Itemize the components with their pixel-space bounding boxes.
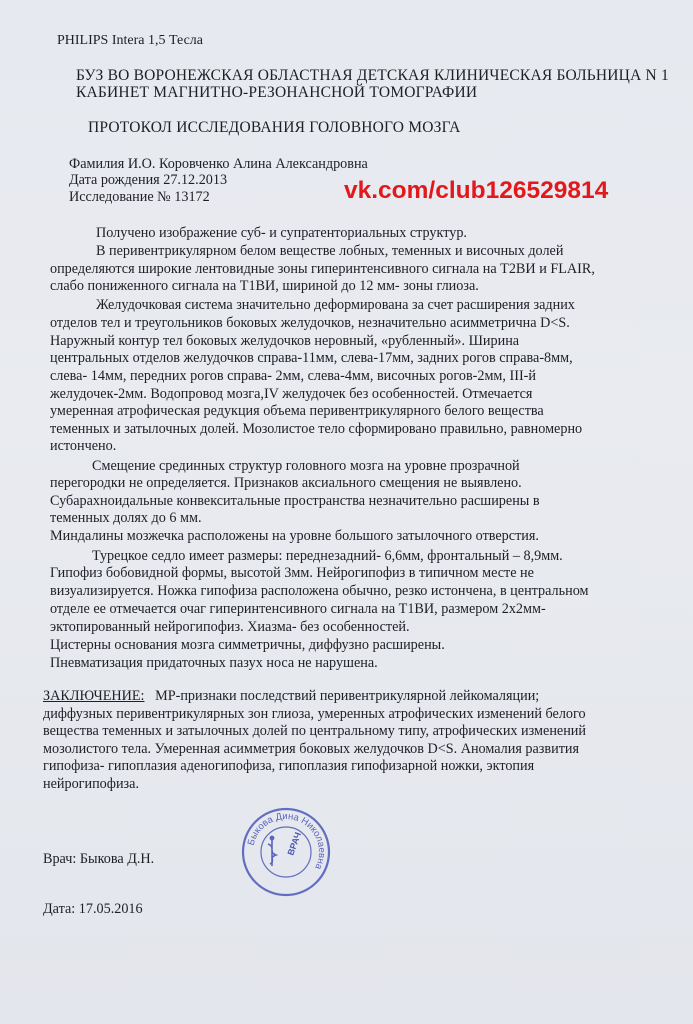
body-line: Цистерны основания мозга симметричны, диффузно расширены. [50,637,445,653]
body-line: В перивентрикулярном белом веществе лобных, теменных и височных долей [96,243,564,259]
doctor-stamp [240,806,332,898]
protocol-title: ПРОТОКОЛ ИССЛЕДОВАНИЯ ГОЛОВНОГО МОЗГА [88,119,461,136]
conclusion-heading [43,688,539,704]
body-line: слева- 14мм, передних рогов справа- 2мм, слева-4мм, височных рогов-2мм, III-й [50,368,536,384]
body-line: отделов тел и треугольников боковых желудочков, незначительно асимметрична D<S. [50,315,570,331]
body-line: визуализируется. Ножка гипофиза расположена обычно, резко истончена, в центральном [50,583,589,599]
body-line: Смещение срединных структур головного мозга на уровне прозрачной [92,458,520,474]
body-line: центральных отделов желудочков справа-11мм, слева-17мм, задних рогов справа-8мм, [50,350,573,366]
patient-name: Фамилия И.О. Коровченко Алина Александровна [69,156,368,172]
conclusion-line: диффузных перивентрикулярных зон глиоза, умеренных атрофических изменений белого [43,706,586,722]
conclusion-line: гипофиза- гипоплазия аденогипофиза, гипоплазия гипофизарной ножки, эктопия [43,758,535,774]
study-number: Исследование № 13172 [69,189,210,205]
body-line: Наружный контур тел боковых желудочков неровный, «рубленный». Ширина [50,333,520,349]
conclusion-line: нейрогипофиза. [43,776,140,792]
conclusion-line: мозолистого тела. Умеренная асимметрия боковых желудочков D<S. Аномалия развития [43,741,580,757]
body-line: Пневматизация придаточных пазух носа не нарушена. [50,655,378,671]
body-line: истончено. [50,438,117,454]
conclusion-first-line: МР-признаки последствий перивентрикулярной лейкомаляции; [155,688,540,704]
body-line: отделе ее отмечается очаг гиперинтенсивного сигнала на T1ВИ, размером 2х2мм- [50,601,546,617]
body-line: Субарахноидальные конвекситальные пространства незначительно расширены в [50,493,540,509]
doctor-name: Врач: Быкова Д.Н. [43,851,155,867]
body-line: Желудочковая система значительно деформирована за счет расширения задних [96,297,575,313]
body-line: эктопированный нейрогипофиз. Хиазма- без особенностей. [50,619,410,635]
body-line: Миндалины мозжечка расположены на уровне большого затылочного отверстия. [50,528,539,544]
body-line: желудочек-2мм. Водопровод мозга,IV желудочек без особенностей. Отмечается [50,386,533,402]
body-line: перегородки не определяется. Признаков аксиального смещения не выявлено. [50,475,522,491]
scanner-label: PHILIPS Intera 1,5 Тесла [57,33,203,48]
body-line: теменных и затылочных долей. Мозолистое тело сформировано правильно, равномерно [50,421,583,437]
body-line: определяются широкие лентовидные зоны гиперинтенсивного сигнала на T2ВИ и FLAIR, [50,261,595,277]
body-line: слабо пониженного сигнала на T1ВИ, шириной до 12 мм- зоны глиоза. [50,278,479,294]
stamp-text: Быкова Дина Николаевна [245,810,328,872]
stamp-center-text: ВРАЧ [285,830,304,857]
conclusion-line: вещества теменных и затылочных долей по центральному типу, атрофических изменений [43,723,586,739]
department-name: КАБИНЕТ МАГНИТНО-РЕЗОНАНСНОЙ ТОМОГРАФИИ [76,84,478,101]
body-line: умеренная атрофическая редукция объема перивентрикулярного белого вещества [50,403,544,419]
body-line: Получено изображение суб- и супратенториальных структур. [96,225,467,241]
conclusion-label: ЗАКЛЮЧЕНИЕ: [43,688,145,704]
body-line: Гипофиз бобовидной формы, высотой 3мм. Нейрогипофиз в типичном месте не [50,565,534,581]
hospital-name: БУЗ ВО ВОРОНЕЖСКАЯ ОБЛАСТНАЯ ДЕТСКАЯ КЛИНИЧЕСКАЯ БОЛЬНИЦА N 1 [76,67,669,84]
body-line: Турецкое седло имеет размеры: переднезадний- 6,6мм, фронтальный – 8,9мм. [92,548,563,564]
watermark-link[interactable]: vk.com/club126529814 [344,177,609,204]
body-line: теменных долях до 6 мм. [50,510,202,526]
birth-date: Дата рождения 27.12.2013 [69,172,228,188]
report-date: Дата: 17.05.2016 [43,901,143,917]
